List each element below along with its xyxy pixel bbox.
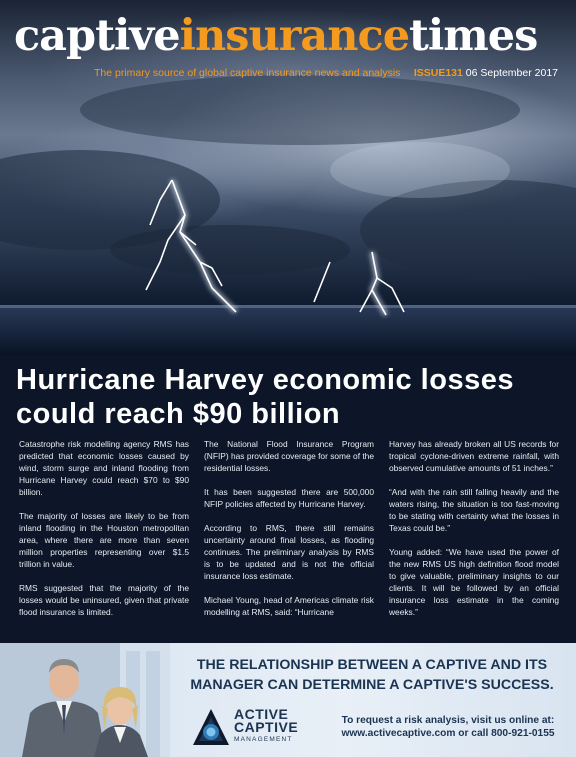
article-paragraph: According to RMS, there still remains uncertainty around final losses, as flooding continues. The preliminary analysis by RMS is to be updated and is not the official insurance loss estimate. <box>204 523 374 581</box>
issue-number: ISSUE131 <box>413 67 463 79</box>
article-paragraph: The National Flood Insurance Program (NFIP) has provided coverage for some of the residential losses. <box>204 439 374 473</box>
article-body <box>19 438 559 628</box>
ad-brand-subtitle: MANAGEMENT <box>234 736 293 743</box>
article-column-2 <box>204 438 374 628</box>
ad-cta-text: To request a risk analysis, visit us online at: <box>341 715 555 726</box>
article-paragraph: RMS suggested that the majority of the losses would be uninsured, given that private flood insurance is limited. <box>19 583 189 617</box>
ad-brand-name <box>234 708 298 734</box>
issue-date: 06 September 2017 <box>465 67 558 79</box>
ad-headline-line: THE RELATIONSHIP BETWEEN A CAPTIVE AND ITS <box>196 657 548 673</box>
article-paragraph: “And with the rain still falling heavily and the waters rising, the situation is too fast-moving to be stating with certainty what the losses in Texas could be.” <box>389 487 559 533</box>
ad-headline-line: MANAGER CAN DETERMINE A CAPTIVE'S SUCCESS. <box>190 677 554 693</box>
masthead-logo[interactable] <box>14 6 537 66</box>
active-captive-logo[interactable] <box>192 707 322 751</box>
masthead-word-captive: captive <box>14 11 180 61</box>
ad-contact-link[interactable]: www.activecaptive.com or call 800-921-0155 <box>341 728 555 739</box>
article-column-3 <box>389 438 559 628</box>
article-paragraph: The majority of losses are likely to be from inland flooding in the Houston metropolitan area, where there are more than seven million properties representing over $1.5 trillion in value. <box>19 511 189 569</box>
masthead-tagline: The primary source of global captive insurance news and analysis <box>94 67 401 79</box>
article-paragraph: Harvey has already broken all US records for tropical cyclone-driven extreme rainfall, with observed cumulative amounts of 51 inches.” <box>389 439 559 473</box>
ad-brand-line: CAPTIVE <box>234 719 299 735</box>
article-paragraph: Michael Young, head of Americas climate risk modelling at RMS, said: “Hurricane <box>204 595 374 617</box>
article-headline[interactable]: Hurricane Harvey economic losses could reach $90 billion <box>16 364 514 430</box>
article-column-1 <box>19 438 189 628</box>
article-paragraph: Young added: “We have used the power of the new RMS US high definition flood model to give valuable, preliminary insights to our clients. It will be followed by an official insurance loss estimate in the coming weeks.” <box>389 547 559 617</box>
masthead <box>14 6 562 86</box>
business-people-photo <box>0 643 170 757</box>
advertisement-banner[interactable] <box>0 643 576 757</box>
masthead-word-insurance: insurance <box>179 11 410 61</box>
article-paragraph: Catastrophe risk modelling agency RMS has predicted that economic losses caused by wind, storm surge and inland flooding from Hurricane Harvey could reach $70 to $90 billion. <box>19 439 189 497</box>
triangle-logo-icon <box>192 707 230 747</box>
issue-info <box>414 67 558 79</box>
hero-storm-image <box>0 0 576 355</box>
article-paragraph: It has been suggested there are 500,000 NFIP policies affected by Hurricane Harvey. <box>204 487 374 509</box>
ad-call-to-action[interactable] <box>326 714 570 740</box>
ad-headline <box>172 655 572 695</box>
masthead-word-times: times <box>409 11 538 61</box>
ad-brand-line: ACTIVE <box>234 706 289 722</box>
